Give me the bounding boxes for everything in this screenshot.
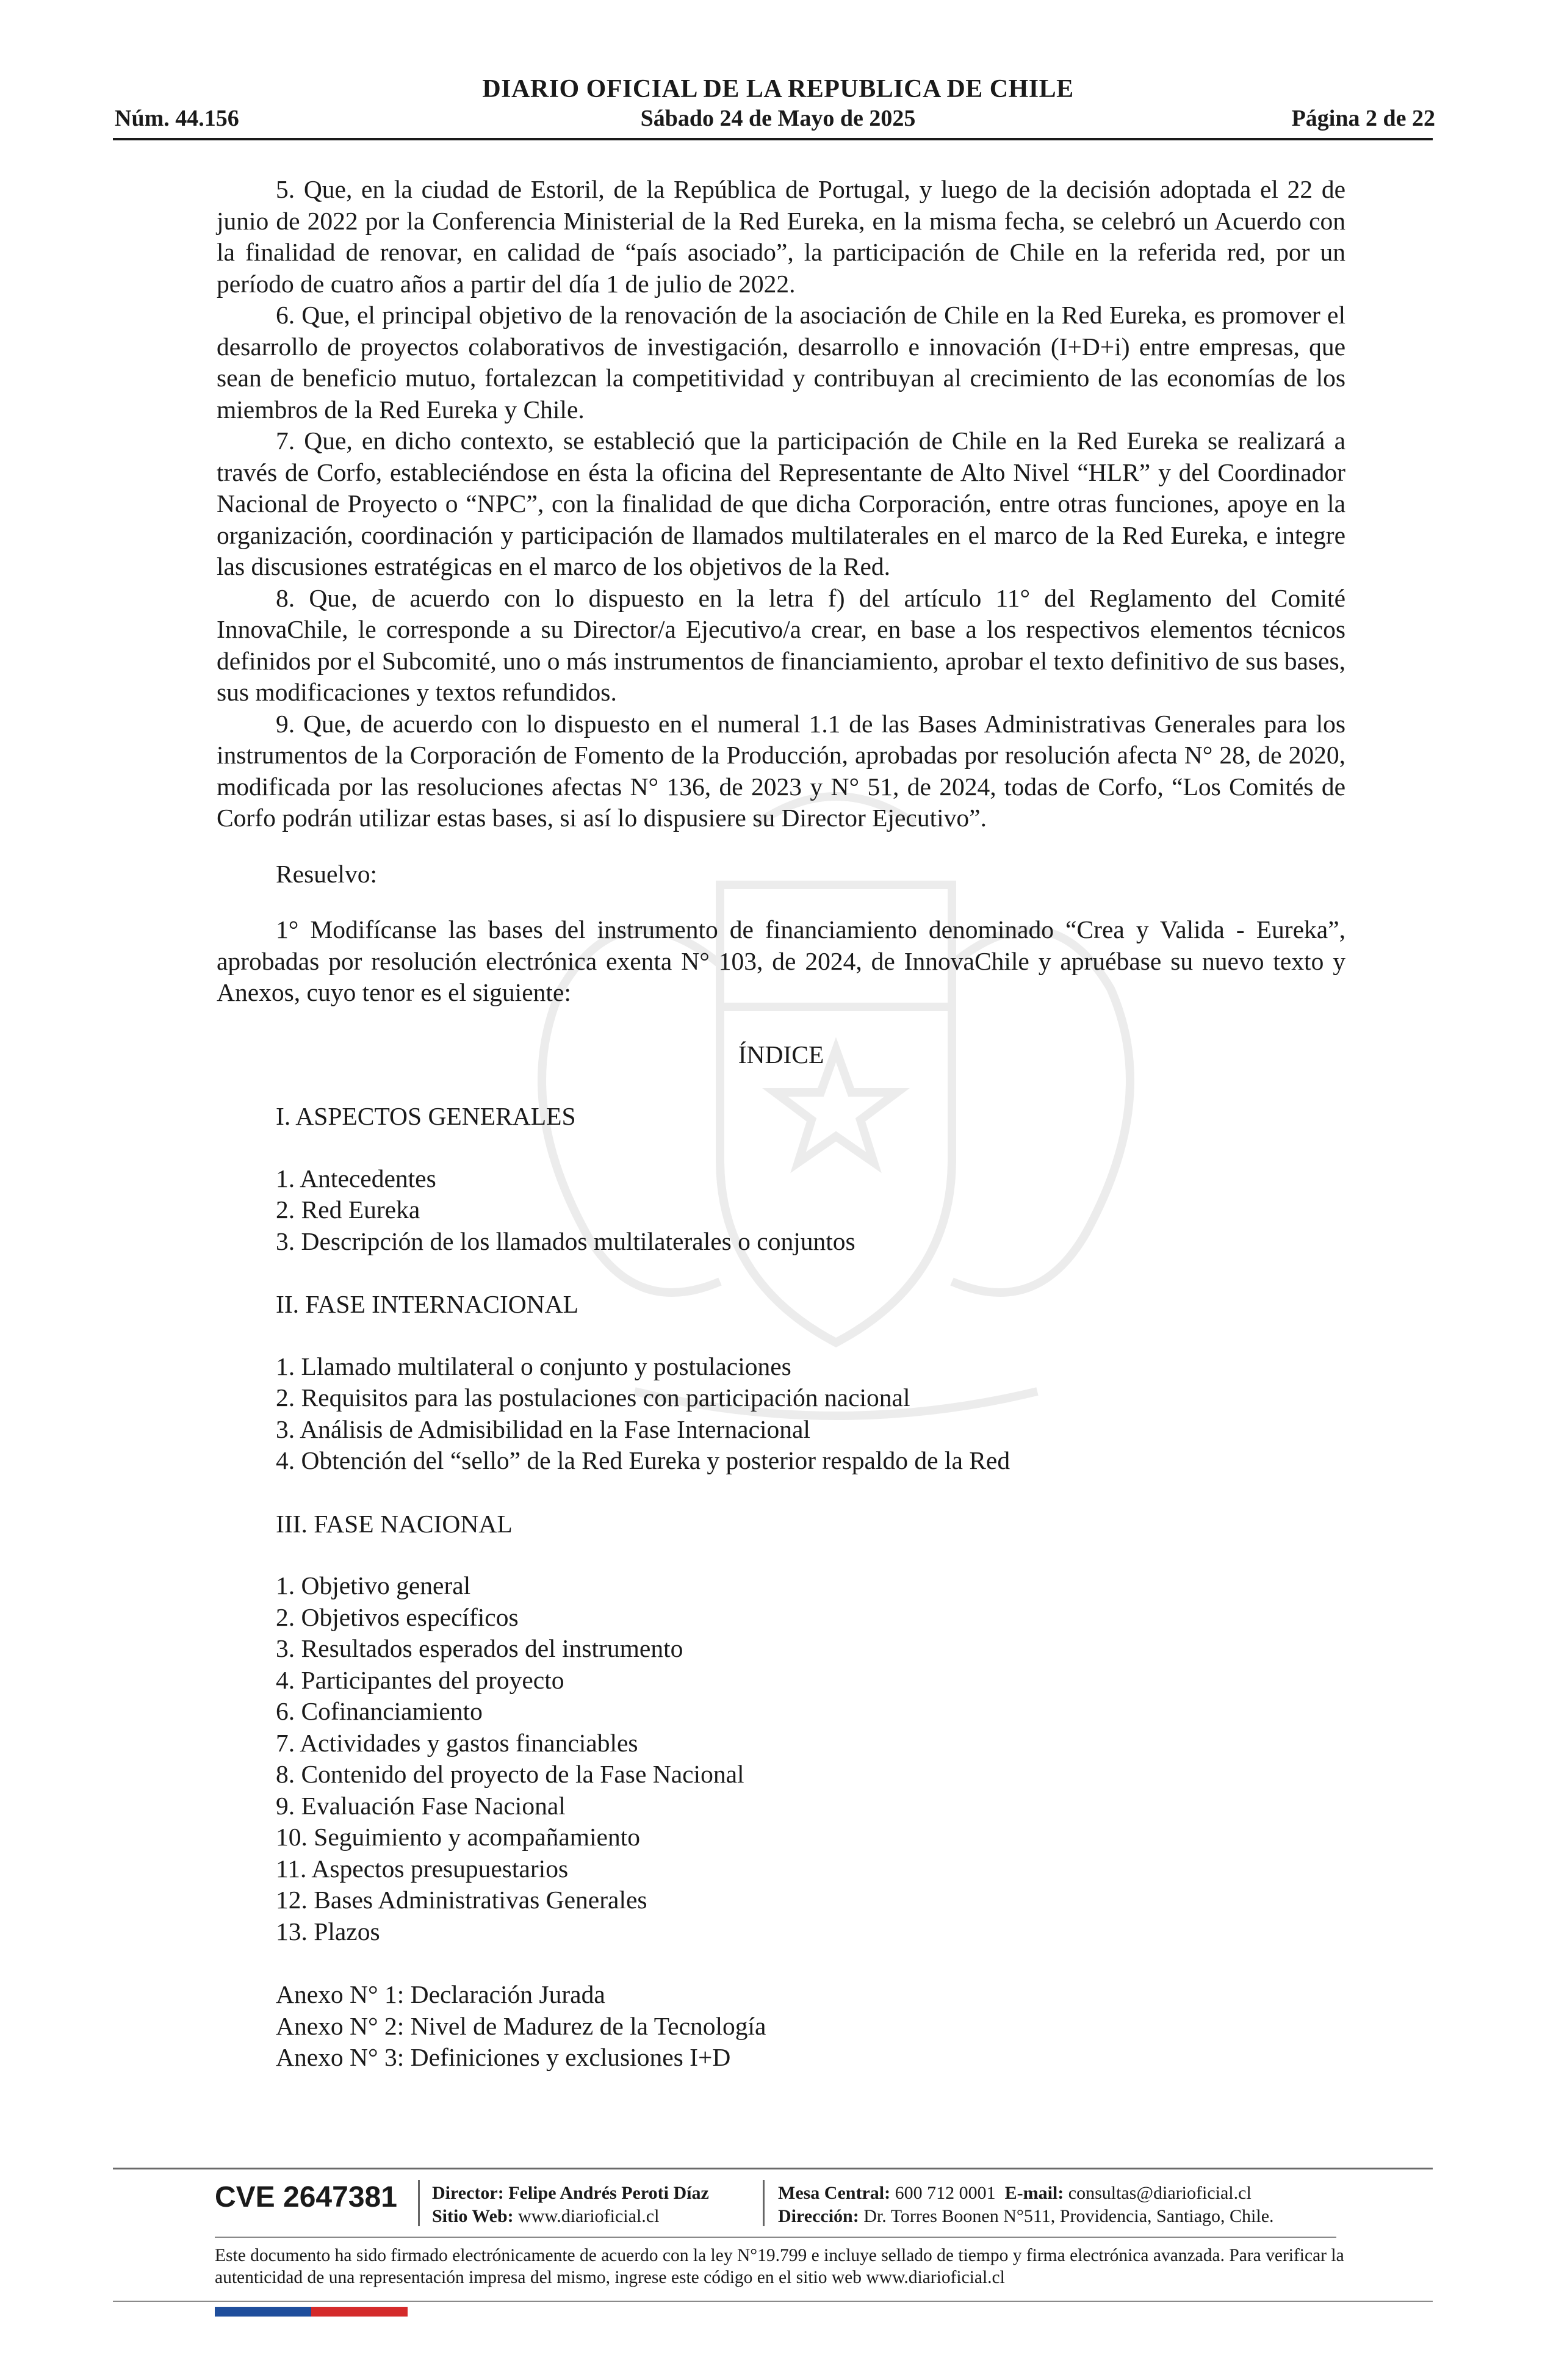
index-item: 8. Contenido del proyecto de la Fase Nacional bbox=[276, 1760, 744, 1788]
index-item: 3. Análisis de Admisibilidad en la Fase Internacional bbox=[276, 1415, 810, 1443]
website-label: Sitio Web: bbox=[432, 2206, 514, 2226]
index-item: 3. Resultados esperados del instrumento bbox=[276, 1634, 683, 1662]
index-section-heading: I. ASPECTOS GENERALES bbox=[276, 1102, 576, 1130]
considerando-8: 8. Que, de acuerdo con lo dispuesto en la letra f) del artículo 11° del Reglamento del Comité InnovaChile, le corresponde a su Director/a Ejecutivo/a crear, en base a los respectivos elementos técnicos definidos por el Subcomité, uno o más instrumentos de financiamiento, aprobar el texto definitivo de sus bases, sus modificaciones y textos refundidos. bbox=[217, 583, 1345, 706]
index-item: 13. Plazos bbox=[276, 1917, 380, 1945]
table-of-contents bbox=[276, 1101, 1345, 2074]
index-title: ÍNDICE bbox=[738, 1040, 824, 1069]
annex-item: Anexo N° 1: Declaración Jurada bbox=[276, 1980, 605, 2008]
resolution-point-1: 1° Modifícanse las bases del instrumento de financiamiento denominado “Crea y Valida - Eureka”, aprobadas por resolución electrónica exenta N° 103, de 2024, de InnovaChile y apruébase su nuevo texto y Anexos, cuyo tenor es el siguiente: bbox=[217, 915, 1345, 1006]
considerando-6: 6. Que, el principal objetivo de la renovación de la asociación de Chile en la Red Eureka, es promover el desarrollo de proyectos colaborativos de investigación, desarrollo e innovación (I+D+i) entre empresas, que sean de beneficio mutuo, fortalezcan la competitividad y contribuyan al crecimiento de las economías de los miembros de la Red Eureka y Chile. bbox=[217, 301, 1345, 424]
index-item: 7. Actividades y gastos financiables bbox=[276, 1728, 638, 1757]
index-item: 2. Red Eureka bbox=[276, 1195, 420, 1224]
resuelvo-heading: Resuelvo: bbox=[276, 859, 377, 888]
index-item: 2. Requisitos para las postulaciones con participación nacional bbox=[276, 1383, 910, 1412]
considerando-7: 7. Que, en dicho contexto, se estableció que la participación de Chile en la Red Eureka se realizará a través de Corfo, estableciéndose en ésta la oficina del Representante de Alto Nivel “HLR” y del Coordinador Nacional de Proyecto o “NPC”, con la finalidad de que dicha Corporación, entre otras funciones, apoye en la organización, coordinación y participación de llamados multilaterales en el marco de la Red Eureka, e integre las discusiones estratégicas en el marco de los objetivos de la Red. bbox=[217, 427, 1345, 580]
considerando-5: 5. Que, en la ciudad de Estoril, de la República de Portugal, y luego de la decisión adoptada el 22 de junio de 2022 por la Conferencia Ministerial de la Red Eureka, en la misma fecha, se celebró un Acuerdo con la finalidad de renovar, en calidad de “país asociado”, la participación de Chile en la referida red, por un período de cuatro años a partir del día 1 de julio de 2022. bbox=[217, 175, 1345, 298]
index-section-heading: III. FASE NACIONAL bbox=[276, 1509, 513, 1538]
index-item: 3. Descripción de los llamados multilaterales o conjuntos bbox=[276, 1227, 855, 1255]
index-section bbox=[276, 1289, 1345, 1477]
index-section bbox=[276, 1509, 1345, 1948]
index-item: 6. Cofinanciamiento bbox=[276, 1697, 483, 1725]
mesa-label: Mesa Central: bbox=[778, 2183, 891, 2203]
footer-divider bbox=[113, 2168, 1433, 2169]
director-label: Director: bbox=[432, 2183, 504, 2203]
footer-separator bbox=[763, 2180, 765, 2226]
gazette-title: DIARIO OFICIAL DE LA REPUBLICA DE CHILE bbox=[482, 75, 1074, 103]
index-item: 1. Antecedentes bbox=[276, 1164, 436, 1192]
document-body bbox=[217, 174, 1345, 2105]
cve-code: CVE 2647381 bbox=[215, 2181, 397, 2213]
page-indicator: Página 2 de 22 bbox=[1291, 106, 1435, 131]
index-item: 12. Bases Administrativas Generales bbox=[276, 1886, 647, 1914]
index-item: 4. Participantes del proyecto bbox=[276, 1665, 564, 1694]
flag-stripe-red bbox=[311, 2307, 408, 2317]
annex-item: Anexo N° 3: Definiciones y exclusiones I+D bbox=[276, 2043, 731, 2071]
director-name: Felipe Andrés Peroti Díaz bbox=[508, 2183, 709, 2203]
index-item: 1. Objetivo general bbox=[276, 1571, 471, 1599]
footer-inner-divider bbox=[215, 2237, 1336, 2238]
issue-date: Sábado 24 de Mayo de 2025 bbox=[640, 106, 916, 131]
index-section bbox=[276, 1101, 1345, 1257]
annex-item: Anexo N° 2: Nivel de Madurez de la Tecnología bbox=[276, 2011, 766, 2040]
index-item: 10. Seguimiento y acompañamiento bbox=[276, 1823, 641, 1851]
email-link[interactable]: consultas@diarioficial.cl bbox=[1068, 2183, 1252, 2203]
index-item: 1. Llamado multilateral o conjunto y postulaciones bbox=[276, 1352, 791, 1380]
footer-bottom-divider bbox=[113, 2301, 1433, 2302]
email-label: E-mail: bbox=[1004, 2183, 1064, 2203]
index-section-heading: II. FASE INTERNACIONAL bbox=[276, 1290, 579, 1318]
mesa-phone: 600 712 0001 bbox=[895, 2183, 996, 2203]
index-item: 11. Aspectos presupuestarios bbox=[276, 1854, 569, 1883]
index-item: 4. Obtención del “sello” de la Red Eureka y posterior respaldo de la Red bbox=[276, 1446, 1010, 1474]
index-item: 9. Evaluación Fase Nacional bbox=[276, 1791, 566, 1820]
footer-separator bbox=[418, 2180, 420, 2226]
address-label: Dirección: bbox=[778, 2206, 859, 2226]
website-link[interactable]: www.diarioficial.cl bbox=[518, 2206, 660, 2226]
flag-stripe-blue bbox=[215, 2307, 311, 2317]
address-value: Dr. Torres Boonen N°511, Providencia, Santiago, Chile. bbox=[863, 2206, 1274, 2226]
electronic-signature-notice: Este documento ha sido firmado electrónicamente de acuerdo con la ley N°19.799 e incluye sellado de tiempo y firma electrónica avanzada. Para verificar la autenticidad de una representación impresa del mismo, ingrese este código en el sitio web www.diarioficial.cl bbox=[215, 2246, 1344, 2287]
footer-contact-block bbox=[778, 2182, 1274, 2228]
issue-number: Núm. 44.156 bbox=[115, 106, 239, 131]
footer-director-block bbox=[432, 2182, 709, 2228]
index-item: 2. Objetivos específicos bbox=[276, 1603, 519, 1631]
index-annexes bbox=[276, 1979, 1345, 2074]
header-divider bbox=[113, 138, 1433, 140]
considerando-9: 9. Que, de acuerdo con lo dispuesto en el numeral 1.1 de las Bases Administrativas Generales para los instrumentos de la Corporación de Fomento de la Producción, aprobadas por resolución afecta N° 28, de 2020, modificada por las resoluciones afectas N° 136, de 2023 y N° 51, de 2024, todas de Corfo, “Los Comités de Corfo podrán utilizar estas bases, si así lo dispusiere su Director Ejecutivo”. bbox=[217, 709, 1345, 832]
